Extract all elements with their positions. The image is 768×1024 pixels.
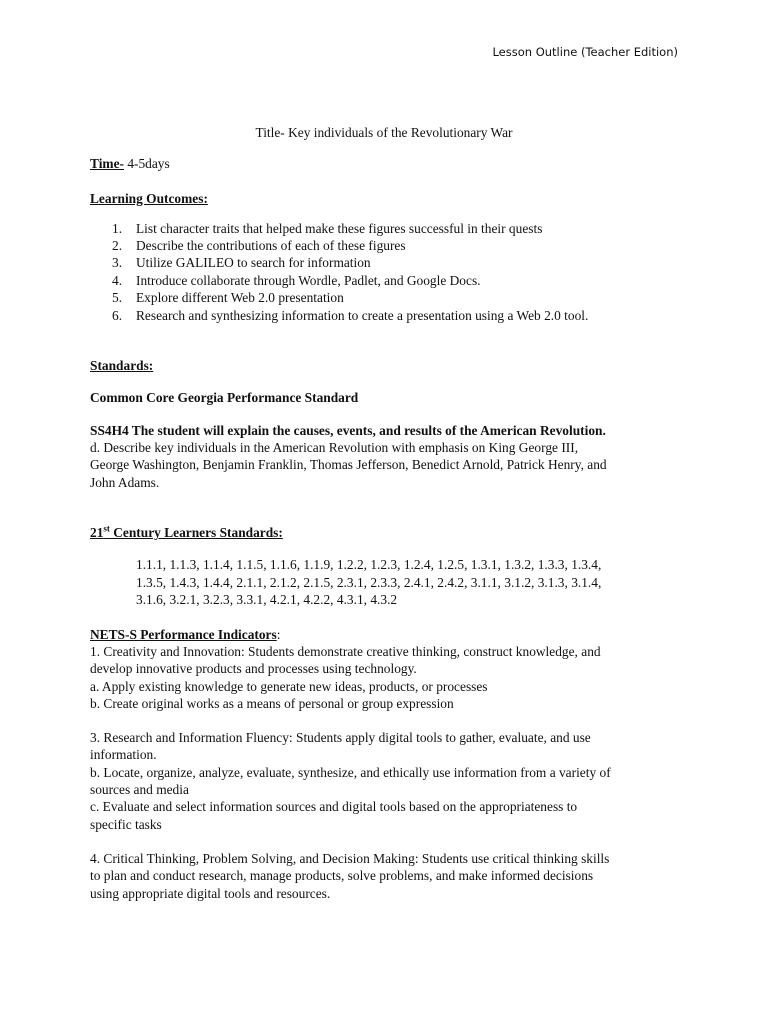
nets-line: sources and media: [90, 782, 189, 797]
nets-line: 3. Research and Information Fluency: Students apply digital tools to gather, evaluate, and use: [90, 730, 591, 745]
ss4h4-heading: SS4H4 The student will explain the causes, events, and results of the American Revolution.: [90, 423, 606, 438]
learners-standards-line: 1.3.5, 1.4.3, 1.4.4, 2.1.1, 2.1.2, 2.1.5, 2.3.1, 2.3.3, 2.4.1, 2.4.2, 3.1.1, 3.1.2, 3.1.3, 3.1.4,: [136, 575, 602, 590]
nets-line: b. Locate, organize, analyze, evaluate, synthesize, and ethically use information from a variety of: [90, 765, 611, 780]
nets-heading: NETS-S Performance Indicators:: [90, 627, 281, 642]
nets-line: 1. Creativity and Innovation: Students demonstrate creative thinking, construct knowledge, and: [90, 644, 601, 659]
outcome-item: 1. List character traits that helped make these figures successful in their quests: [112, 221, 543, 236]
standards-heading: Standards:: [90, 358, 154, 373]
nets-line: a. Apply existing knowledge to generate new ideas, products, or processes: [90, 679, 488, 694]
learners-standards-line: 1.1.1, 1.1.3, 1.1.4, 1.1.5, 1.1.6, 1.1.9, 1.2.2, 1.2.3, 1.2.4, 1.2.5, 1.3.1, 1.3.2, 1.3.3, 1.3.4,: [136, 557, 602, 572]
learners-standards-line: 3.1.6, 3.2.1, 3.2.3, 3.3.1, 4.2.1, 4.2.2, 4.3.1, 4.3.2: [136, 592, 398, 607]
nets-line: specific tasks: [90, 817, 162, 832]
nets-line: information.: [90, 747, 157, 762]
outcome-item: 5. Explore different Web 2.0 presentation: [112, 290, 344, 305]
time-label: Time-: [90, 156, 124, 171]
time-line: [90, 155, 170, 172]
ccgps-heading: Common Core Georgia Performance Standard: [90, 390, 359, 405]
ss4h4-line: d. Describe key individuals in the American Revolution with emphasis on King George III,: [90, 440, 579, 455]
nets-line: c. Evaluate and select information sources and digital tools based on the appropriateness to: [90, 799, 578, 814]
nets-line: 4. Critical Thinking, Problem Solving, and Decision Making: Students use critical thinking skills: [90, 851, 610, 866]
nets-line: using appropriate digital tools and resources.: [90, 886, 331, 901]
page-header: Lesson Outline (Teacher Edition): [492, 45, 678, 59]
nets-line: b. Create original works as a means of personal or group expression: [90, 696, 454, 711]
learning-outcomes-heading: Learning Outcomes:: [90, 191, 208, 206]
learners-21-heading: 21st Century Learners Standards:: [90, 523, 283, 540]
outcome-item: 2. Describe the contributions of each of these figures: [112, 238, 406, 253]
outcome-item: 4. Introduce collaborate through Wordle, Padlet, and Google Docs.: [112, 273, 481, 288]
ss4h4-line: John Adams.: [90, 475, 160, 490]
lesson-title: Title- Key individuals of the Revolutionary War: [255, 125, 513, 140]
ss4h4-line: George Washington, Benjamin Franklin, Thomas Jefferson, Benedict Arnold, Patrick Henry, and: [90, 457, 607, 472]
outcome-item: 6. Research and synthesizing information to create a presentation using a Web 2.0 tool.: [112, 308, 589, 323]
outcome-item: 3. Utilize GALILEO to search for information: [112, 255, 371, 270]
nets-line: develop innovative products and processes using technology.: [90, 661, 417, 676]
nets-line: to plan and conduct research, manage products, solve problems, and make informed decisions: [90, 868, 594, 883]
time-value: 4-5days: [123, 156, 170, 171]
